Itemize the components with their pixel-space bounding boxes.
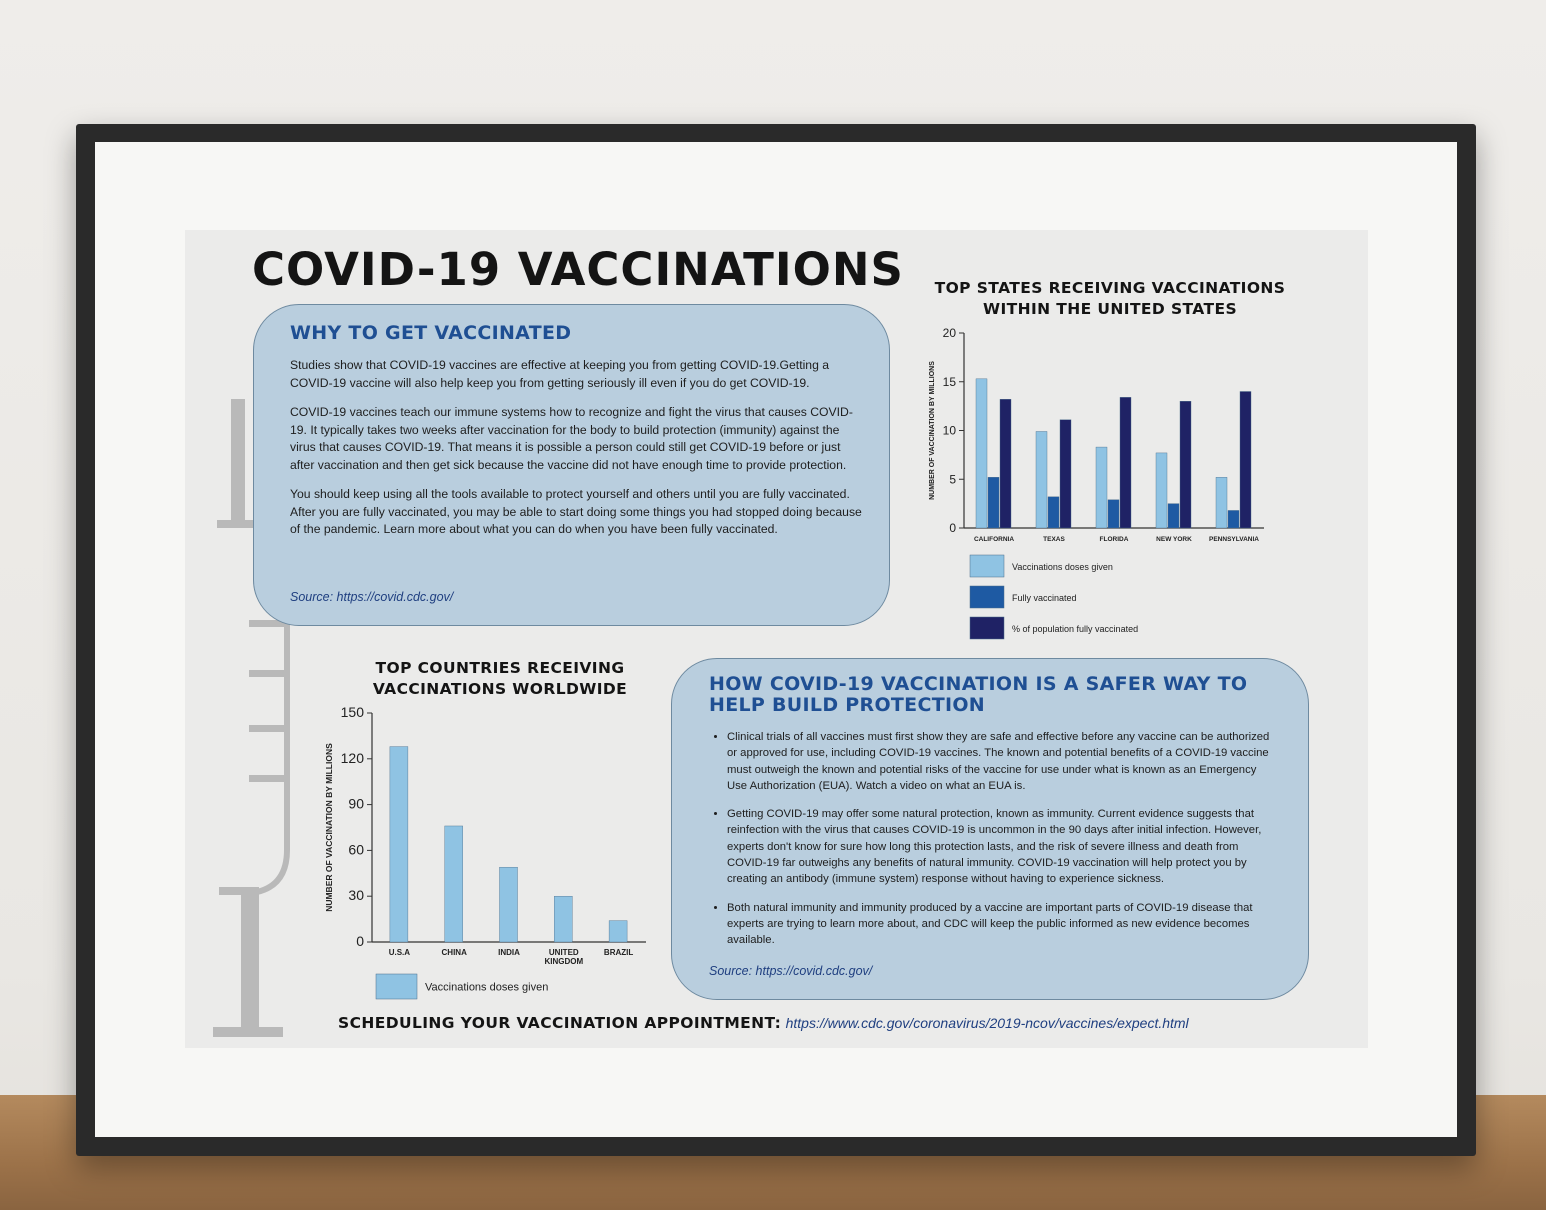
why-paragraph: You should keep using all the tools available to protect yourself and others until you are fully vaccinated. After you are fully vaccinated, you may be able to start doing some things you had stopped doing because of the pandemic. Learn more about what you can do when you have been fully vaccinated. (290, 487, 862, 536)
y-tick-label: 0 (356, 933, 364, 949)
x-category-label: FLORIDA (1099, 536, 1129, 543)
bar (1240, 392, 1251, 529)
y-tick-label: 20 (942, 326, 956, 340)
y-tick-label: 90 (348, 795, 364, 812)
bar (1168, 504, 1179, 528)
y-tick-label: 15 (942, 374, 956, 389)
bar (1120, 397, 1131, 528)
y-tick-label: 5 (949, 472, 956, 487)
bar (1096, 447, 1107, 528)
y-tick-label: 0 (949, 521, 956, 535)
legend-swatch (970, 555, 1004, 577)
y-tick-label: 30 (348, 887, 364, 904)
x-category-label: U.S.A (388, 948, 411, 957)
legend-swatch (376, 974, 417, 999)
legend-label: Vaccinations doses given (1012, 562, 1113, 572)
bar (1216, 477, 1227, 528)
legend-label: Fully vaccinated (1012, 593, 1077, 603)
bar (1108, 500, 1119, 528)
countries-chart-title: TOP COUNTRIES RECEIVING VACCINATIONS WORLDWIDE (372, 659, 628, 698)
x-category-label: CALIFORNIA (973, 536, 1015, 543)
bar (500, 867, 518, 942)
y-tick-label: 150 (340, 704, 364, 720)
bar (1000, 399, 1011, 528)
bar (445, 826, 463, 942)
x-category-label: KINGDOM (544, 957, 584, 966)
x-category-label: INDIA (498, 948, 520, 957)
how-bullet: • Getting COVID-19 may offer some natural protection, known as immunity. Current evidence suggests that reinfection with the virus that causes COVID-19 is uncommon in the 90 days after initial infection. However, experts don't know for sure how long this protection lasts, and the risk of severe illness and death from COVID-19 far outweighs any benefits of natural immunity. COVID-19 vaccination will help protect you by creating an antibody (immune system) response without having to experience sickness. (727, 806, 1270, 887)
why-vaccinate-panel (253, 304, 890, 626)
how-body (710, 729, 1270, 961)
legend-swatch (970, 617, 1004, 639)
bar (1036, 431, 1047, 528)
bar (1180, 401, 1191, 528)
x-category-label: CHINA (441, 948, 467, 957)
bar (1228, 510, 1239, 528)
bar (390, 747, 408, 942)
bar (609, 921, 627, 942)
states-chart-title: TOP STATES RECEIVING VACCINATIONS WITHIN THE UNITED STATES (934, 279, 1286, 318)
scheduling-link[interactable]: https://www.cdc.gov/coronavirus/2019-ncov/vaccines/expect.html (785, 1015, 1189, 1031)
y-axis-title: NUMBER OF VACCINATION BY MILLIONS (324, 743, 334, 912)
y-tick-label: 120 (340, 749, 364, 766)
why-source: Source: https://covid.cdc.gov/ (290, 590, 454, 604)
x-category-label: UNITED (548, 948, 579, 957)
x-category-label: PENNSYLVANIA (1209, 536, 1259, 543)
scheduling-footer (338, 1014, 1189, 1033)
countries-bar-chart (320, 702, 660, 1007)
y-tick-label: 10 (942, 423, 956, 438)
why-paragraph: Studies show that COVID-19 vaccines are effective at keeping you from getting COVID-19.Getting a COVID-19 vaccine will also help keep you from getting seriously ill even if you do get COVID-19. (290, 358, 830, 390)
bar (976, 379, 987, 528)
how-heading: HOW COVID-19 VACCINATION IS A SAFER WAY TO HELP BUILD PROTECTION (709, 673, 1248, 716)
bar (1048, 497, 1059, 528)
bar (988, 477, 999, 528)
page-title: COVID-19 VACCINATIONS (252, 243, 904, 296)
how-bullet: • Clinical trials of all vaccines must first show they are safe and effective before any vaccine can be authorized or approved for use, including COVID-19 vaccines. The known and potential benefits of a COVID-19 vaccine must outweigh the known and potential risks of the vaccine for use under what is known as an Emergency Use Authorization (EUA). Watch a video on what an EUA is. (727, 729, 1270, 794)
x-category-label: NEW YORK (1156, 536, 1192, 543)
bar (1060, 420, 1071, 528)
bar (554, 896, 572, 942)
why-paragraph: COVID-19 vaccines teach our immune systems how to recognize and fight the virus that causes COVID-19. It typically takes two weeks after vaccination for the body to build protection (immunity) against the virus that causes COVID-19. That means it is possible a person could still get COVID-19 before or just after vaccination and then get sick because the vaccine did not have enough time to provide protection. (290, 405, 853, 472)
y-tick-label: 60 (348, 841, 364, 858)
why-heading: WHY TO GET VACCINATED (290, 322, 572, 344)
how-source: Source: https://covid.cdc.gov/ (709, 964, 873, 978)
how-vaccination-panel (671, 658, 1309, 1000)
legend-swatch (970, 586, 1004, 608)
legend-label: Vaccinations doses given (425, 981, 549, 994)
legend-label: % of population fully vaccinated (1012, 624, 1139, 634)
states-bar-chart (922, 325, 1282, 645)
why-body (290, 357, 865, 551)
scheduling-label: SCHEDULING YOUR VACCINATION APPOINTMENT: (338, 1014, 782, 1032)
bar (1156, 453, 1167, 528)
how-bullet: • Both natural immunity and immunity produced by a vaccine are important parts of COVID-19 disease that experts are trying to learn more about, and CDC will keep the public informed as new evidence becomes available. (727, 900, 1270, 949)
x-category-label: TEXAS (1043, 536, 1065, 543)
y-axis-title: NUMBER OF VACCINATION BY MILLIONS (929, 361, 936, 500)
x-category-label: BRAZIL (603, 948, 634, 957)
